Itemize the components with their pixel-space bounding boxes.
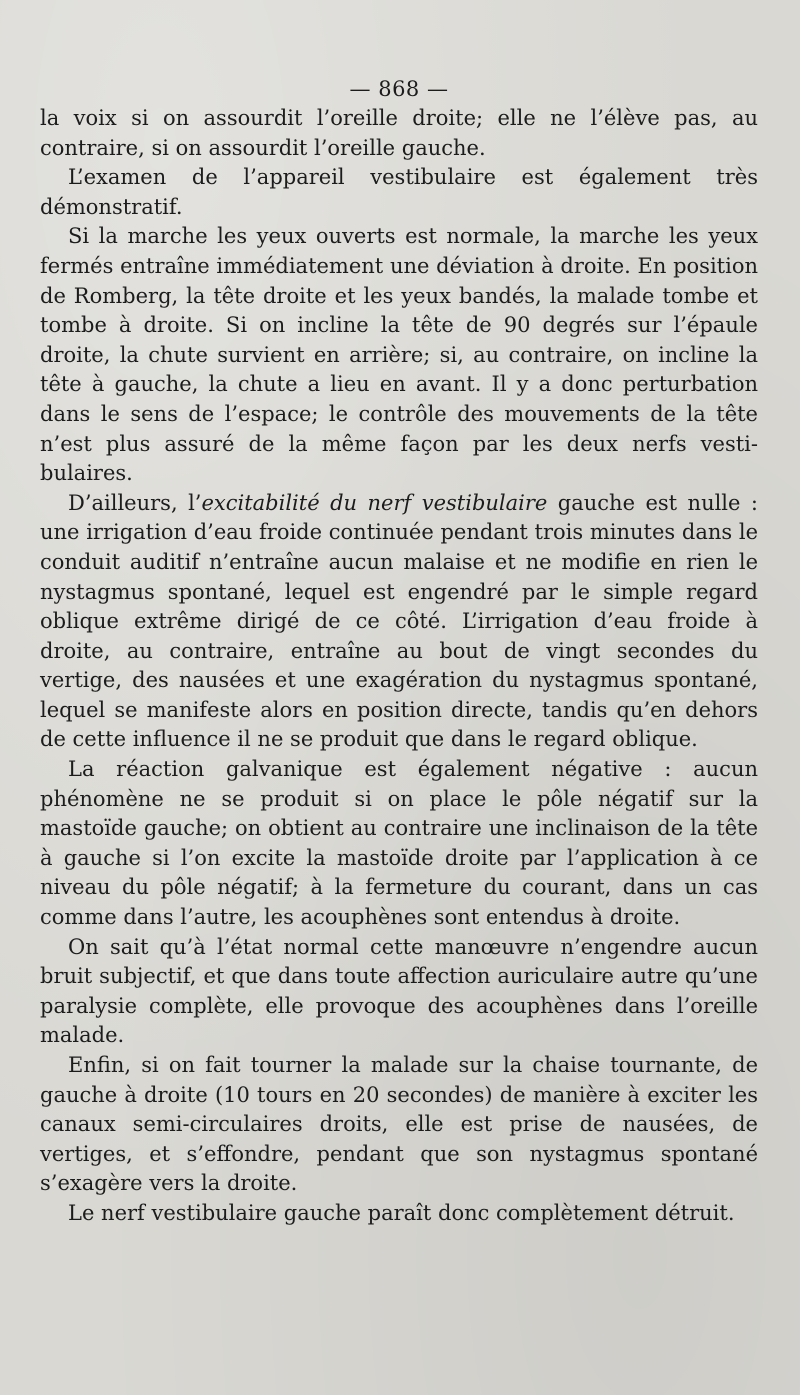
paragraph: On sait qu’à l’état normal cette manœuvre n’engendre aucun bruit subjectif, et que dans toute affection auriculaire autre qu’une paralysie complète, elle provoque des acouphènes dans l’oreille malade. — [40, 934, 758, 1048]
paragraph-continuation: la voix si on assourdit l’oreille droite; elle ne l’élève pas, au contraire, si on assourdit l’oreille gauche. — [40, 106, 758, 160]
body-text — [40, 104, 758, 1229]
text-run: D’ailleurs, l’ — [68, 490, 202, 515]
document-page — [40, 74, 758, 1229]
paragraph: Si la marche les yeux ouverts est normale, la marche les yeux fermés entraîne immédiatement une déviation à droite. En position de Romberg, la tête droite et les yeux bandés, la malade tombe et tombe à droite. Si on incline la tête de 90 degrés sur l’épaule droite, la chute survient en arrière; si, au contraire, on incline la tête à gauche, la chute a lieu en avant. Il y a donc perturbation dans le sens de l’espace; le contrôle des mouvements de la tête n’est plus assuré de la même façon par les deux nerfs vestibulaires. — [40, 224, 758, 486]
italic-term: excitabilité du nerf vestibulaire — [201, 490, 548, 515]
paragraph: Enfin, si on fait tourner la malade sur la chaise tournante, de gauche à droite (10 tours en 20 secondes) de manière à exciter les canaux semi-circulaires droits, elle est prise de nausées, de vertiges, et s’effondre, pendant que son nystagmus spontané s’exagère vers la droite. — [40, 1053, 758, 1196]
paragraph: La réaction galvanique est également négative : aucun phénomène ne se produit si on place le pôle négatif sur la mastoïde gauche; on obtient au contraire une inclinaison de la tête à gauche si l’on excite la mastoïde droite par l’application à ce niveau du pôle négatif; à la fermeture du courant, dans un cas comme dans l’autre, les acouphènes sont entendus à droite. — [40, 757, 758, 930]
page-number: — 868 — — [349, 77, 449, 101]
text-run: gauche est nulle : une irrigation d’eau froide continuée pendant trois minutes dans le conduit auditif n’entraîne aucun malaise et ne modifie en rien le nystagmus spontané, lequel est engendré par le simple regard oblique extrême dirigé de ce côté. L’irrigation d’eau froide à droite, au contraire, entraîne au bout de vingt secondes du vertige, des nausées et une exagération du nystagmus spontané, lequel se manifeste alors en position directe, tandis qu’en dehors de cette influence il ne se produit que dans le regard oblique. — [40, 490, 758, 752]
paragraph: L’examen de l’appareil vestibulaire est également très démonstratif. — [40, 165, 758, 219]
paragraph — [40, 489, 758, 755]
paragraph: Le nerf vestibulaire gauche paraît donc complètement détruit. — [68, 1200, 735, 1225]
